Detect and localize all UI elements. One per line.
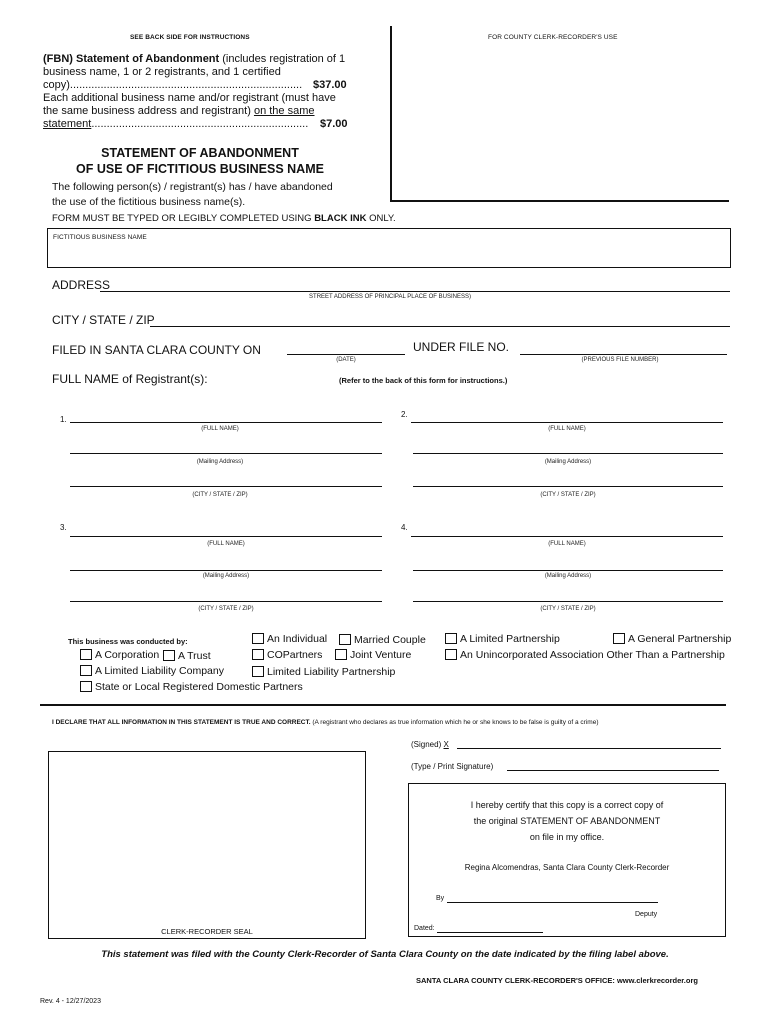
intro-text	[52, 180, 333, 210]
registrant-4-name-field[interactable]	[411, 536, 723, 537]
registrant-4-mailing-field[interactable]	[413, 570, 723, 571]
llp-checkbox[interactable]	[252, 666, 264, 677]
option-joint-venture[interactable]	[335, 649, 411, 661]
option-unincorporated[interactable]	[445, 649, 725, 661]
limited-partnership-label: A Limited Partnership	[460, 633, 560, 645]
general-partnership-label: A General Partnership	[628, 633, 732, 645]
registrants-note: (Refer to the back of this form for instructions.)	[339, 376, 508, 385]
llp-label: Limited Liability Partnership	[267, 666, 396, 678]
registrant-2-city-field[interactable]	[413, 486, 723, 487]
registrant-1-mailing-caption: (Mailing Address)	[196, 459, 244, 465]
registrant-2-city-caption: (CITY / STATE / ZIP)	[540, 492, 596, 498]
domestic-partners-checkbox[interactable]	[80, 681, 92, 692]
ink-bold: BLACK INK	[314, 213, 367, 224]
file-number-label: UNDER FILE NO.	[413, 340, 510, 354]
additional-amount: $7.00	[320, 118, 348, 130]
signed-label-row	[411, 740, 449, 749]
intro-line-1: The following person(s) / registrant(s) has / have abandoned	[52, 181, 333, 193]
print-signature-field[interactable]	[507, 770, 719, 771]
ink-prefix: FORM MUST BE TYPED OR LEGIBLY COMPLETED USING	[52, 213, 315, 224]
fbn-amount: $37.00	[313, 79, 347, 91]
trust-checkbox[interactable]	[163, 650, 175, 661]
deputy-label: Deputy	[635, 911, 658, 918]
registrant-4-city-field[interactable]	[413, 601, 723, 602]
registrant-number-1: 1.	[60, 415, 67, 424]
registrant-number-3: 3.	[60, 523, 67, 532]
additional-desc-1: Each additional business name and/or registrant (must have	[43, 92, 336, 104]
conducted-label: This business was conducted by:	[68, 637, 188, 646]
registrant-number-4: 4.	[401, 523, 408, 532]
general-partnership-checkbox[interactable]	[613, 633, 625, 644]
certify-line-1: I hereby certify that this copy is a correct copy of	[470, 800, 664, 810]
intro-line-2: the use of the fictitious business name(s).	[52, 196, 246, 208]
title-line-1: STATEMENT OF ABANDONMENT	[101, 146, 299, 160]
print-signature-label: (Type / Print Signature)	[411, 762, 494, 771]
option-domestic-partners[interactable]	[80, 681, 303, 693]
title-line-2: OF USE OF FICTITIOUS BUSINESS NAME	[76, 162, 324, 176]
registrant-2-name-field[interactable]	[411, 422, 723, 423]
address-label: ADDRESS	[52, 278, 111, 292]
registrants-label: FULL NAME of Registrant(s):	[52, 372, 208, 386]
registrant-3-city-caption: (CITY / STATE / ZIP)	[198, 606, 254, 612]
clerk-box-bottom-border	[390, 200, 729, 202]
option-llc[interactable]	[80, 665, 224, 677]
dated-field[interactable]	[437, 932, 543, 933]
section-divider	[40, 704, 726, 706]
registrant-1-city-caption: (CITY / STATE / ZIP)	[192, 492, 248, 498]
declaration-bold: I DECLARE THAT ALL INFORMATION IN THIS STATEMENT IS TRUE AND CORRECT.	[52, 719, 311, 726]
joint-venture-label: Joint Venture	[350, 649, 412, 661]
certify-text	[409, 797, 725, 845]
registrant-number-2: 2.	[401, 410, 408, 419]
registrant-2-name-caption: (FULL NAME)	[548, 426, 586, 432]
registrant-1-name-field[interactable]	[70, 422, 382, 423]
limited-partnership-checkbox[interactable]	[445, 633, 457, 644]
unincorporated-checkbox[interactable]	[445, 649, 457, 660]
married-couple-checkbox[interactable]	[339, 634, 351, 645]
option-copartners[interactable]	[252, 649, 322, 661]
address-field[interactable]	[100, 291, 730, 292]
copartners-label: COPartners	[267, 649, 323, 661]
trust-label: A Trust	[178, 650, 211, 662]
filed-label: FILED IN SANTA CLARA COUNTY ON	[52, 343, 261, 357]
seal-box	[48, 751, 366, 939]
file-number-caption: (PREVIOUS FILE NUMBER)	[581, 357, 659, 363]
dated-label: Dated:	[414, 925, 435, 932]
registrant-4-city-caption: (CITY / STATE / ZIP)	[540, 606, 596, 612]
ink-suffix: ONLY.	[366, 213, 396, 224]
copartners-checkbox[interactable]	[252, 649, 264, 660]
llc-checkbox[interactable]	[80, 665, 92, 676]
clerk-name: Regina Alcomendras, Santa Clara County Clerk-Recorder	[464, 863, 670, 872]
registrant-2-mailing-caption: (Mailing Address)	[544, 459, 592, 465]
domestic-partners-label: State or Local Registered Domestic Partners	[95, 681, 303, 693]
page-title	[40, 145, 360, 177]
unincorporated-label: An Unincorporated Association Other Than a Partnership	[460, 649, 725, 661]
filed-date-caption: (DATE)	[336, 357, 356, 363]
registrant-1-city-field[interactable]	[70, 486, 382, 487]
option-corporation[interactable]	[80, 649, 159, 661]
additional-desc-2-underlined: on the same	[253, 105, 315, 117]
ink-instructions	[52, 213, 396, 224]
llc-label: A Limited Liability Company	[95, 665, 224, 677]
revision-label: Rev. 4 - 12/27/2023	[40, 998, 101, 1005]
joint-venture-checkbox[interactable]	[335, 649, 347, 660]
certification-box	[408, 783, 726, 937]
registrant-3-mailing-field[interactable]	[70, 570, 382, 571]
registrant-3-name-caption: (FULL NAME)	[207, 541, 245, 547]
declaration-note: (A registrant who declares as true information which he or she knows to be false is guilty of a crime)	[310, 719, 599, 726]
registrant-4-name-caption: (FULL NAME)	[548, 541, 586, 547]
declaration	[52, 719, 598, 726]
registrant-1-mailing-field[interactable]	[70, 453, 382, 454]
certify-line-2: the original STATEMENT OF ABANDONMENT	[473, 816, 661, 826]
clerk-use-label: FOR COUNTY CLERK-RECORDER'S USE	[488, 34, 618, 41]
corporation-label: A Corporation	[95, 649, 160, 661]
fee-schedule	[43, 53, 363, 131]
fbn-desc: (includes registration of 1	[219, 53, 346, 65]
filed-date-field[interactable]	[287, 354, 405, 355]
registrant-3-mailing-caption: (Mailing Address)	[202, 573, 250, 579]
office-info: SANTA CLARA COUNTY CLERK-RECORDER'S OFFICE: www.clerkrecorder.org	[416, 976, 698, 985]
individual-checkbox[interactable]	[252, 633, 264, 644]
fbn-desc-3: copy)............................................................................	[43, 79, 303, 91]
by-label: By	[436, 895, 445, 902]
individual-label: An Individual	[267, 633, 328, 645]
instructions-note: SEE BACK SIDE FOR INSTRUCTIONS	[130, 34, 250, 41]
filed-note: This statement was filed with the County Clerk-Recorder of Santa Clara County on the date indicated by the filing label above.	[101, 949, 669, 960]
signed-label: (Signed)	[411, 740, 442, 749]
registrant-3-city-field[interactable]	[70, 601, 382, 602]
registrant-1-name-caption: (FULL NAME)	[201, 426, 239, 432]
file-number-field[interactable]	[520, 354, 727, 355]
city-field[interactable]	[150, 326, 730, 327]
registrant-2-mailing-field[interactable]	[413, 453, 723, 454]
address-caption: STREET ADDRESS OF PRINCIPAL PLACE OF BUSINESS)	[309, 294, 471, 300]
option-trust[interactable]	[163, 650, 211, 662]
city-label: CITY / STATE / ZIP	[52, 313, 155, 327]
seal-label: CLERK-RECORDER SEAL	[161, 927, 253, 936]
clerk-box-left-border	[390, 26, 392, 202]
registrant-4-mailing-caption: (Mailing Address)	[544, 573, 592, 579]
business-name-label: FICTITIOUS BUSINESS NAME	[53, 234, 147, 241]
business-name-field[interactable]	[47, 228, 731, 268]
additional-desc-2: the same business address and registrant)	[43, 105, 254, 117]
registrant-3-name-field[interactable]	[70, 536, 382, 537]
married-couple-label: Married Couple	[354, 634, 426, 646]
option-individual[interactable]	[252, 633, 327, 645]
option-married-couple[interactable]	[339, 634, 426, 646]
fbn-title: (FBN) Statement of Abandonment	[43, 53, 220, 65]
additional-desc-3-dots: .......................................................................	[91, 118, 309, 130]
corporation-checkbox[interactable]	[80, 649, 92, 660]
signed-x: X	[443, 740, 449, 749]
option-general-partnership[interactable]	[613, 633, 731, 645]
option-llp[interactable]	[252, 666, 395, 678]
by-field[interactable]	[447, 902, 658, 903]
fbn-desc-2: business name, 1 or 2 registrants, and 1 certified	[43, 66, 281, 78]
additional-desc-3-underlined: statement	[43, 118, 92, 130]
option-limited-partnership[interactable]	[445, 633, 560, 645]
certify-line-3: on file in my office.	[529, 832, 605, 842]
signature-field[interactable]	[457, 748, 721, 749]
